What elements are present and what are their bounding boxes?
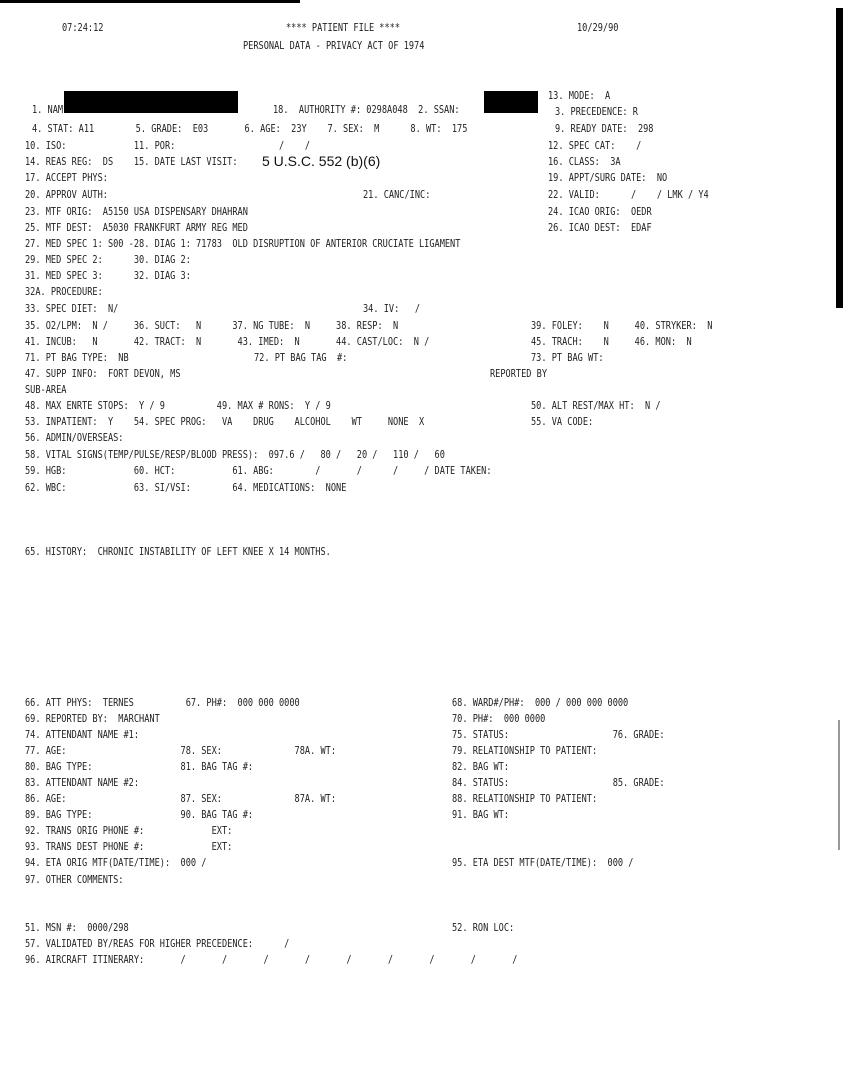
field-50-alt-rest: 50. ALT REST/MAX HT: N / <box>531 400 661 412</box>
field-73-pt-bag-wt: 73. PT BAG WT: <box>531 352 604 364</box>
field-94-eta-orig: 94. ETA ORIG MTF(DATE/TIME): 000 / <box>25 857 207 869</box>
field-32a-procedure: 32A. PROCEDURE: <box>25 286 103 298</box>
field-52-ron-loc: 52. RON LOC: <box>452 922 515 934</box>
field-1-name: 1. NAM <box>32 104 64 116</box>
field-23-mtf-orig: 23. MTF ORIG: A5150 USA DISPENSARY DHAHRAN <box>25 206 248 218</box>
field-25-mtf-dest: 25. MTF DEST: A5030 FRANKFURT ARMY REG MED <box>25 222 248 234</box>
field-16-class: 16. CLASS: 3A <box>548 156 621 168</box>
row-27-28: 27. MED SPEC 1: S00 -28. DIAG 1: 71783 OLD DISRUPTION OF ANTERIOR CRUCIATE LIGAMENT <box>25 238 461 250</box>
header-date: 10/29/90 <box>577 22 619 34</box>
row-35-38: 35. O2/LPM: N / 36. SUCT: N 37. NG TUBE: N 38. RESP: N <box>25 320 399 332</box>
row-53-54: 53. INPATIENT: Y 54. SPEC PROG: VA DRUG ALCOHOL WT NONE X <box>25 416 425 428</box>
field-13-mode: 13. MODE: A <box>548 90 611 102</box>
field-68-ward: 68. WARD#/PH#: 000 / 000 000 0000 <box>452 697 629 709</box>
header-time: 07:24:12 <box>62 22 104 34</box>
field-20-approv-auth: 20. APPROV AUTH: <box>25 189 108 201</box>
row-4-8: 4. STAT: A11 5. GRADE: E03 6. AGE: 23Y 7. SEX: M 8. WT: 175 <box>32 123 468 135</box>
reported-by-label: REPORTED BY <box>490 368 548 380</box>
sub-area-label: SUB-AREA <box>25 384 67 396</box>
field-24-icao-orig: 24. ICAO ORIG: OEDR <box>548 206 652 218</box>
field-91-bag-wt: 91. BAG WT: <box>452 809 510 821</box>
field-22-valid: 22. VALID: / / LMK / Y4 <box>548 189 709 201</box>
field-79-relationship: 79. RELATIONSHIP TO PATIENT: <box>452 745 598 757</box>
field-55-va-code: 55. VA CODE: <box>531 416 594 428</box>
foia-exemption-stamp: 5 U.S.C. 552 (b)(6) <box>262 153 381 169</box>
row-77-78a: 77. AGE: 78. SEX: 78A. WT: <box>25 745 337 757</box>
row-89-90: 89. BAG TYPE: 90. BAG TAG #: <box>25 809 254 821</box>
field-18-authority: 18. AUTHORITY #: 0298A048 2. SSAN: <box>273 104 460 116</box>
field-51-msn: 51. MSN #: 0000/298 <box>25 922 129 934</box>
field-88-relationship: 88. RELATIONSHIP TO PATIENT: <box>452 793 598 805</box>
field-65-history: 65. HISTORY: CHRONIC INSTABILITY OF LEFT KNEE X 14 MONTHS. <box>25 546 331 558</box>
field-83-attendant2: 83. ATTENDANT NAME #2: <box>25 777 140 789</box>
name-redaction-box <box>64 91 238 113</box>
row-75-76: 75. STATUS: 76. GRADE: <box>452 729 665 741</box>
field-70-ph: 70. PH#: 000 0000 <box>452 713 546 725</box>
row-84-85: 84. STATUS: 85. GRADE: <box>452 777 665 789</box>
field-34-iv: 34. IV: / <box>363 303 421 315</box>
field-47-supp-info: 47. SUPP INFO: FORT DEVON, MS <box>25 368 181 380</box>
field-57-validated-by: 57. VALIDATED BY/REAS FOR HIGHER PRECEDENCE: / <box>25 938 290 950</box>
field-92-trans-orig-phone: 92. TRANS ORIG PHONE #: EXT: <box>25 825 233 837</box>
row-41-44: 41. INCUB: N 42. TRACT: N 43. IMED: N 44. CAST/LOC: N / <box>25 336 430 348</box>
row-31-32: 31. MED SPEC 3: 32. DIAG 3: <box>25 270 191 282</box>
ssan-redaction-box <box>484 91 538 113</box>
top-scan-border <box>0 0 300 3</box>
field-69-reported-by: 69. REPORTED BY: MARCHANT <box>25 713 160 725</box>
field-97-other-comments: 97. OTHER COMMENTS: <box>25 874 124 886</box>
row-62-64: 62. WBC: 63. SI/VSI: 64. MEDICATIONS: NONE <box>25 482 347 494</box>
row-86-87a: 86. AGE: 87. SEX: 87A. WT: <box>25 793 337 805</box>
field-33-spec-diet: 33. SPEC DIET: N/ <box>25 303 119 315</box>
row-45-46: 45. TRACH: N 46. MON: N <box>531 336 692 348</box>
right-scan-border-faint <box>838 720 840 850</box>
field-95-eta-dest: 95. ETA DEST MTF(DATE/TIME): 000 / <box>452 857 634 869</box>
field-19-appt-date: 19. APPT/SURG DATE: NO <box>548 172 668 184</box>
row-10-11: 10. ISO: 11. POR: / / <box>25 140 311 152</box>
row-14-15: 14. REAS REG: DS 15. DATE LAST VISIT: <box>25 156 238 168</box>
field-58-vital-signs: 58. VITAL SIGNS(TEMP/PULSE/RESP/BLOOD PRESS): 097.6 / 80 / 20 / 110 / 60 <box>25 449 445 461</box>
field-21-canc: 21. CANC/INC: <box>363 189 431 201</box>
field-96-aircraft-itinerary: 96. AIRCRAFT ITINERARY: / / / / / / / / / <box>25 954 518 966</box>
row-66-67: 66. ATT PHYS: TERNES 67. PH#: 000 000 0000 <box>25 697 300 709</box>
row-80-81: 80. BAG TYPE: 81. BAG TAG #: <box>25 761 254 773</box>
field-3-precedence: 3. PRECEDENCE: R <box>555 106 638 118</box>
row-48-49: 48. MAX ENRTE STOPS: Y / 9 49. MAX # RONS: Y / 9 <box>25 400 331 412</box>
field-9-ready-date: 9. READY DATE: 298 <box>555 123 654 135</box>
field-17-accept-phys: 17. ACCEPT PHYS: <box>25 172 108 184</box>
field-74-attendant1: 74. ATTENDANT NAME #1: <box>25 729 140 741</box>
field-82-bag-wt: 82. BAG WT: <box>452 761 510 773</box>
right-scan-border <box>836 8 843 308</box>
header-title: **** PATIENT FILE **** <box>286 22 401 34</box>
field-72-pt-bag-tag: 72. PT BAG TAG #: <box>254 352 348 364</box>
row-39-40: 39. FOLEY: N 40. STRYKER: N <box>531 320 713 332</box>
header-subtitle: PERSONAL DATA - PRIVACY ACT OF 1974 <box>243 40 425 52</box>
field-93-trans-dest-phone: 93. TRANS DEST PHONE #: EXT: <box>25 841 233 853</box>
row-29-30: 29. MED SPEC 2: 30. DIAG 2: <box>25 254 191 266</box>
field-26-icao-dest: 26. ICAO DEST: EDAF <box>548 222 652 234</box>
row-59-61: 59. HGB: 60. HCT: 61. ABG: / / / / DATE TAKEN: <box>25 465 492 477</box>
field-71-pt-bag-type: 71. PT BAG TYPE: NB <box>25 352 129 364</box>
field-56-admin: 56. ADMIN/OVERSEAS: <box>25 432 124 444</box>
field-12-spec-cat: 12. SPEC CAT: / <box>548 140 642 152</box>
